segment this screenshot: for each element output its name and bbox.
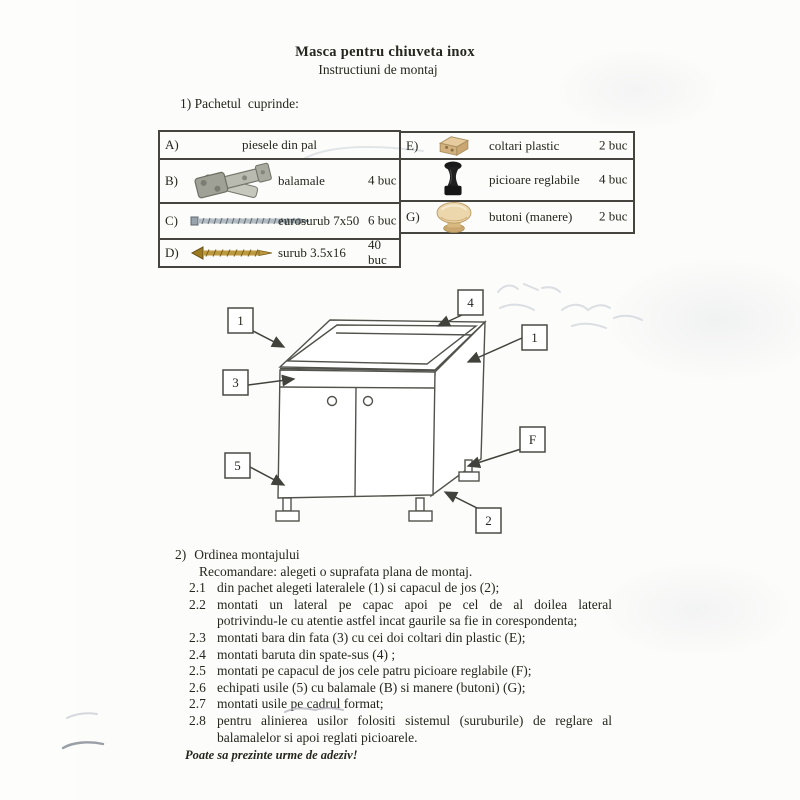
step-number: 2.8 <box>189 712 206 728</box>
foot-drawing <box>409 498 432 521</box>
step-text: balamalelor si apoi reglati picioarele. <box>217 729 418 745</box>
callout-label: 3 <box>232 375 239 390</box>
parts-table-right <box>399 131 635 234</box>
adhesive-note: Poate sa prezinte urme de adeziv! <box>185 748 358 763</box>
part-name: eurosurub 7x50 <box>278 213 360 228</box>
table-row-a <box>160 132 399 158</box>
part-qty: 4 buc <box>368 172 397 188</box>
assembly-step-2-6 <box>189 680 612 697</box>
callout-1-right <box>522 325 547 350</box>
callout-5 <box>225 453 250 478</box>
plastic-corner-photo-icon <box>435 134 473 158</box>
cabinet-drawing <box>276 320 485 521</box>
assembly-step-2-1 <box>189 580 612 597</box>
hinge-photo-icon <box>188 161 276 201</box>
table-row-f <box>401 158 633 200</box>
scan-scribbles <box>498 284 642 328</box>
row-letter: D) <box>165 245 179 260</box>
adjustable-foot-photo-icon <box>441 161 465 199</box>
table-row-d <box>160 238 399 266</box>
step-number: 2.4 <box>189 646 206 662</box>
callout-label: 5 <box>234 458 241 473</box>
assembly-step-2-7 <box>189 696 612 713</box>
step-number: 2.5 <box>189 663 206 679</box>
recommendation-line: Recomandare: alegeti o suprafata plana de montaj. <box>199 563 473 579</box>
table-row-b <box>160 158 399 202</box>
part-name: butoni (manere) <box>489 209 573 224</box>
section2-title: Ordinea montajului <box>194 547 300 562</box>
assembly-step-2-8 <box>189 713 612 746</box>
step-number: 2.3 <box>189 629 206 645</box>
table-row-c <box>160 202 399 238</box>
row-letter: A) <box>165 137 179 152</box>
step-text: din pachet alegeti lateralele (1) si capacul de jos (2); <box>217 580 500 596</box>
cabinet-assembly-diagram <box>200 280 650 552</box>
table-row-e <box>401 133 633 158</box>
part-qty: 4 buc <box>599 171 628 187</box>
foot-drawing <box>276 498 299 521</box>
document-title: Masca pentru chiuveta inox <box>295 44 475 60</box>
row-letter: G) <box>406 209 420 224</box>
callout-label: 2 <box>485 513 492 528</box>
assembly-step-2-3 <box>189 630 612 647</box>
assembly-step-2-4 <box>189 647 612 664</box>
step-text: potrivindu-le cu atentie astfel incat gaurile sa fie in corespondenta; <box>217 613 578 629</box>
part-name: coltari plastic <box>489 137 560 153</box>
step-number: 2.7 <box>189 696 206 712</box>
callout-f <box>520 427 545 452</box>
part-name: surub 3.5x16 <box>278 245 346 260</box>
callout-label: 1 <box>531 330 538 345</box>
step-number: 2.6 <box>189 679 206 695</box>
part-qty: 40 buc <box>368 237 387 267</box>
document-subtitle: Instructiuni de montaj <box>318 62 438 77</box>
part-name: picioare reglabile <box>489 172 580 187</box>
part-qty: 2 buc <box>599 208 628 224</box>
callout-label: 1 <box>237 313 244 328</box>
step-text: pentru alinierea usilor folositi sistemul (suruburile) de reglare al <box>217 712 612 728</box>
part-name: balamale <box>278 173 325 188</box>
row-letter: E) <box>406 137 419 153</box>
step-text: montati usile pe cadrul format; <box>217 696 384 712</box>
wood-screw-photo-icon <box>190 245 274 261</box>
callout-4 <box>458 290 483 315</box>
section2-heading <box>175 547 615 564</box>
part-qty: 6 buc <box>368 212 397 228</box>
section2-number: 2) <box>175 547 187 562</box>
part-name: piesele din pal <box>241 137 318 152</box>
table-row-g <box>401 200 633 232</box>
step-text: echipati usile (5) cu balamale (B) si manere (butoni) (G); <box>217 679 526 695</box>
step-text: montati bara din fata (3) cu cei doi coltari din plastic (E); <box>217 629 526 645</box>
step-text: montati baruta din spate-sus (4) ; <box>217 646 396 662</box>
step-number: 2.1 <box>189 580 206 596</box>
part-qty: 2 buc <box>599 137 628 153</box>
step-text: montati un lateral pe capac apoi pe cel de al doilea lateral <box>217 596 612 612</box>
section1-heading: 1) Pachetul cuprinde: <box>180 96 299 111</box>
step-text: montati pe capacul de jos cele patru picioare reglabile (F); <box>217 663 532 679</box>
assembly-step-2-2 <box>189 597 612 630</box>
parts-table-left <box>158 130 401 268</box>
callout-1-left <box>228 308 253 333</box>
assembly-step-2-5 <box>189 663 612 680</box>
pencil-marks <box>55 700 135 760</box>
callout-label: F <box>528 432 537 447</box>
callout-2 <box>476 508 501 533</box>
pencil-underline-mark <box>283 704 347 716</box>
step-number: 2.2 <box>189 596 206 612</box>
knob-photo-icon <box>434 201 474 233</box>
assembly-instructions-section <box>175 547 615 764</box>
row-letter: B) <box>165 173 178 188</box>
row-letter: C) <box>165 213 178 228</box>
callout-label: 4 <box>467 295 474 310</box>
callout-3 <box>223 370 248 395</box>
